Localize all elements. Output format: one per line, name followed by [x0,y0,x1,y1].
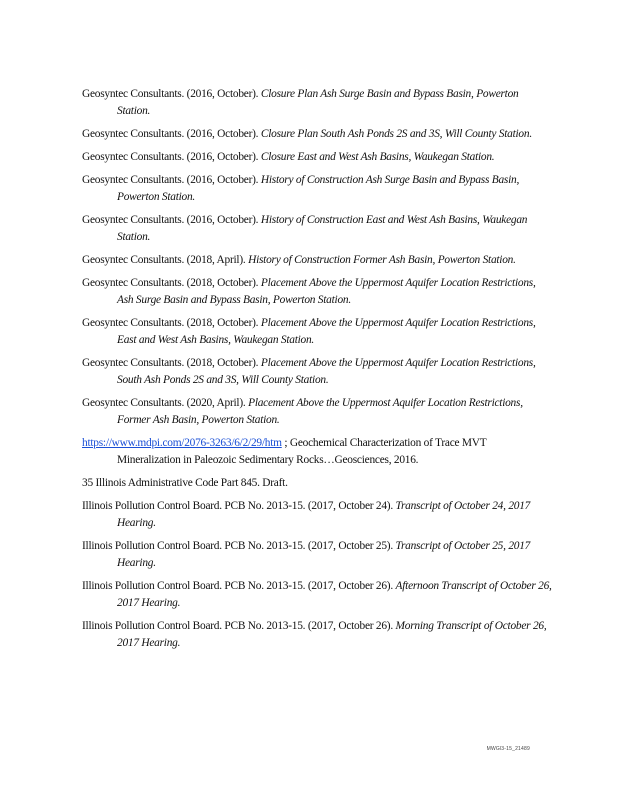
reference-entry: Geosyntec Consultants. (2020, April). Placement Above the Uppermost Aquifer Location Restrictions, Former Ash Basin, Powerton Station. [82,397,523,426]
reference-entry: Geosyntec Consultants. (2018, October). Placement Above the Uppermost Aquifer Location Restrictions, South Ash Ponds 2S and 3S, Will County Station. [82,357,536,386]
reference-entry: Geosyntec Consultants. (2016, October). Closure East and West Ash Basins, Waukegan Station. [82,151,495,163]
reference-entry: Geosyntec Consultants. (2016, October). History of Construction East and West Ash Basins, Waukegan Station. [82,214,528,243]
reference-entry: Illinois Pollution Control Board. PCB No. 2013-15. (2017, October 26). Afternoon Transcript of October 26, 2017 Hearing. [82,580,552,609]
reference-entry-code: 35 Illinois Administrative Code Part 845. Draft. [82,477,288,489]
reference-list [82,86,552,658]
page-footer-stamp: MWGl3-15_21489 [486,746,530,752]
reference-entry: Geosyntec Consultants. (2018, April). History of Construction Former Ash Basin, Powerton Station. [82,254,516,266]
reference-entry: Illinois Pollution Control Board. PCB No. 2013-15. (2017, October 25). Transcript of October 25, 2017 Hearing. [82,540,531,569]
mdpi-link[interactable]: https://www.mdpi.com/2076-3263/6/2/29/htm [82,437,282,449]
reference-entry: Geosyntec Consultants. (2016, October). Closure Plan Ash Surge Basin and Bypass Basin, Powerton Station. [82,88,519,117]
reference-entry: Illinois Pollution Control Board. PCB No. 2013-15. (2017, October 24). Transcript of October 24, 2017 Hearing. [82,500,531,529]
reference-entry: Geosyntec Consultants. (2018, October). Placement Above the Uppermost Aquifer Location Restrictions, Ash Surge Basin and Bypass Basin, Powerton Station. [82,277,536,306]
reference-entry: Geosyntec Consultants. (2016, October). Closure Plan South Ash Ponds 2S and 3S, Will County Station. [82,128,532,140]
reference-entry: Illinois Pollution Control Board. PCB No. 2013-15. (2017, October 26). Morning Transcript of October 26, 2017 Hearing. [82,620,547,649]
reference-entry-link: https://www.mdpi.com/2076-3263/6/2/29/htm ; Geochemical Characterization of Trace MVT Mineralization in Paleozoic Sedimentary Rocks…Geosciences, 2016. [82,437,487,466]
reference-entry: Geosyntec Consultants. (2018, October). Placement Above the Uppermost Aquifer Location Restrictions, East and West Ash Basins, Waukegan Station. [82,317,536,346]
reference-entry: Geosyntec Consultants. (2016, October). History of Construction Ash Surge Basin and Bypass Basin, Powerton Station. [82,174,520,203]
